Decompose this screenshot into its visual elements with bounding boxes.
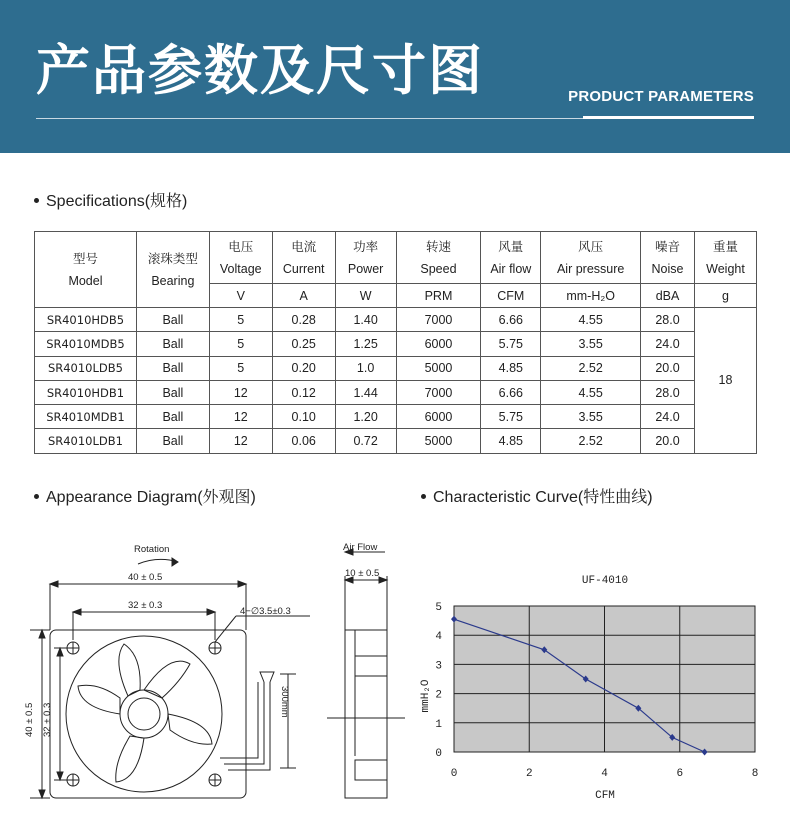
- table-cell: 28.0: [641, 380, 695, 404]
- table-cell: Ball: [136, 332, 209, 356]
- curve-section-label: Characteristic Curve(特性曲线): [433, 489, 653, 506]
- table-cell: 0.12: [272, 380, 335, 404]
- table-cell: 1.20: [335, 405, 396, 429]
- chart-y-tick-label: 1: [435, 718, 442, 731]
- curve-section-title: [421, 484, 653, 507]
- table-cell: 1.40: [335, 308, 396, 332]
- table-cell: 2.52: [541, 356, 641, 380]
- table-cell: 6000: [396, 405, 481, 429]
- unit-cell: CFM: [481, 284, 541, 308]
- header-airflow: 风量 Air flow: [481, 232, 541, 284]
- header-voltage: 电压 Voltage: [209, 232, 272, 284]
- table-cell: 5.75: [481, 405, 541, 429]
- header-model: 型号 Model: [35, 232, 137, 308]
- table-cell: Ball: [136, 308, 209, 332]
- header-noise: 噪音 Noise: [641, 232, 695, 284]
- table-cell: 6.66: [481, 308, 541, 332]
- header-speed: 转速 Speed: [396, 232, 481, 284]
- unit-cell: mm-H₂O: [541, 284, 641, 308]
- chart-y-tick-label: 2: [435, 689, 442, 702]
- chart-y-tick-label: 3: [435, 660, 442, 673]
- header-weight: 重量 Weight: [694, 232, 756, 284]
- cable-length-label: 300mm: [279, 686, 290, 718]
- chart-x-tick-label: 8: [751, 768, 759, 780]
- table-cell: 5000: [396, 356, 481, 380]
- chart-x-tick-label: 2: [525, 768, 533, 780]
- table-cell: SR4010MDB1: [35, 405, 137, 429]
- chart-x-tick-label: 4: [601, 768, 608, 780]
- table-cell: 2.52: [541, 429, 641, 453]
- header-divider-accent: [583, 116, 754, 119]
- table-cell: 24.0: [641, 405, 695, 429]
- table-cell: 7000: [396, 308, 481, 332]
- specs-section-label: Specifications(规格): [46, 193, 188, 210]
- table-cell: 7000: [396, 380, 481, 404]
- chart-y-axis-label: mmH₂O: [420, 679, 432, 713]
- specs-section-title: [34, 188, 187, 211]
- page-subtitle: PRODUCT PARAMETERS: [568, 88, 754, 105]
- table-cell: 0.25: [272, 332, 335, 356]
- table-cell: 0.10: [272, 405, 335, 429]
- chart-y-tick-label: 4: [435, 631, 442, 644]
- bullet-icon: [34, 494, 39, 499]
- bullet-icon: [34, 198, 39, 203]
- chart-x-tick-label: 6: [676, 768, 684, 780]
- table-cell: 5.75: [481, 332, 541, 356]
- table-cell: 4.55: [541, 308, 641, 332]
- table-cell: 3.55: [541, 405, 641, 429]
- chart-y-tick-label: 5: [435, 602, 442, 614]
- table-cell: 5: [209, 332, 272, 356]
- table-cell: 0.20: [272, 356, 335, 380]
- table-cell: 28.0: [641, 308, 695, 332]
- appearance-section-label: Appearance Diagram(外观图): [46, 489, 256, 506]
- airflow-label: Air Flow: [343, 542, 378, 553]
- header-current: 电流 Current: [272, 232, 335, 284]
- table-row: [35, 429, 757, 453]
- table-cell: Ball: [136, 356, 209, 380]
- page-header: [0, 0, 790, 153]
- table-header-row: [35, 232, 757, 284]
- table-cell: 12: [209, 405, 272, 429]
- table-cell: 12: [209, 429, 272, 453]
- table-cell: 4.85: [481, 429, 541, 453]
- header-airpressure: 风压 Air pressure: [541, 232, 641, 284]
- unit-cell: dBA: [641, 284, 695, 308]
- table-cell: 0.28: [272, 308, 335, 332]
- unit-cell: V: [209, 284, 272, 308]
- table-cell: SR4010HDB5: [35, 308, 137, 332]
- table-cell: 1.0: [335, 356, 396, 380]
- table-cell: 0.06: [272, 429, 335, 453]
- table-cell: 4.55: [541, 380, 641, 404]
- dim-40-label: 40 ± 0.5: [128, 572, 163, 583]
- weight-cell: 18: [694, 308, 756, 454]
- table-cell: 1.44: [335, 380, 396, 404]
- dim-32-vertical-label: 32 ± 0.3: [42, 702, 53, 737]
- table-cell: 5: [209, 308, 272, 332]
- table-cell: 20.0: [641, 429, 695, 453]
- rotation-label: Rotation: [134, 544, 170, 555]
- spec-table: [34, 231, 757, 454]
- dim-32-label: 32 ± 0.3: [128, 600, 163, 611]
- table-cell: Ball: [136, 380, 209, 404]
- unit-cell: PRM: [396, 284, 481, 308]
- table-cell: SR4010MDB5: [35, 332, 137, 356]
- fan-front-view: [20, 532, 330, 822]
- table-cell: 4.85: [481, 356, 541, 380]
- table-row: [35, 405, 757, 429]
- depth-dim-label: 10 ± 0.5: [345, 568, 380, 579]
- unit-cell: A: [272, 284, 335, 308]
- page-title: 产品参数及尺寸图: [36, 39, 484, 102]
- chart-x-tick-label: 0: [450, 768, 458, 780]
- chart-title: UF-4010: [581, 575, 629, 587]
- bullet-icon: [421, 494, 426, 499]
- table-cell: 5000: [396, 429, 481, 453]
- table-cell: 6.66: [481, 380, 541, 404]
- table-cell: 0.72: [335, 429, 396, 453]
- table-cell: 1.25: [335, 332, 396, 356]
- table-cell: Ball: [136, 429, 209, 453]
- table-row: [35, 380, 757, 404]
- table-cell: 3.55: [541, 332, 641, 356]
- table-cell: Ball: [136, 405, 209, 429]
- characteristic-curve-chart: [420, 566, 780, 806]
- table-cell: SR4010LDB5: [35, 356, 137, 380]
- header-power: 功率 Power: [335, 232, 396, 284]
- header-bearing: 滚珠类型 Bearing: [136, 232, 209, 308]
- table-row: [35, 332, 757, 356]
- table-cell: 24.0: [641, 332, 695, 356]
- fan-side-view: [325, 532, 415, 822]
- table-cell: 6000: [396, 332, 481, 356]
- chart-x-axis-label: CFM: [595, 790, 615, 802]
- table-cell: SR4010LDB1: [35, 429, 137, 453]
- unit-cell: g: [694, 284, 756, 308]
- table-row: [35, 308, 757, 332]
- table-cell: 20.0: [641, 356, 695, 380]
- appearance-section-title: [34, 484, 256, 507]
- table-cell: SR4010HDB1: [35, 380, 137, 404]
- unit-cell: W: [335, 284, 396, 308]
- table-cell: 12: [209, 380, 272, 404]
- hole-dim-label: 4−∅3.5±0.3: [240, 606, 291, 617]
- table-cell: 5: [209, 356, 272, 380]
- table-row: [35, 356, 757, 380]
- chart-y-tick-label: 0: [435, 748, 442, 760]
- dim-40-vertical-label: 40 ± 0.5: [24, 702, 35, 737]
